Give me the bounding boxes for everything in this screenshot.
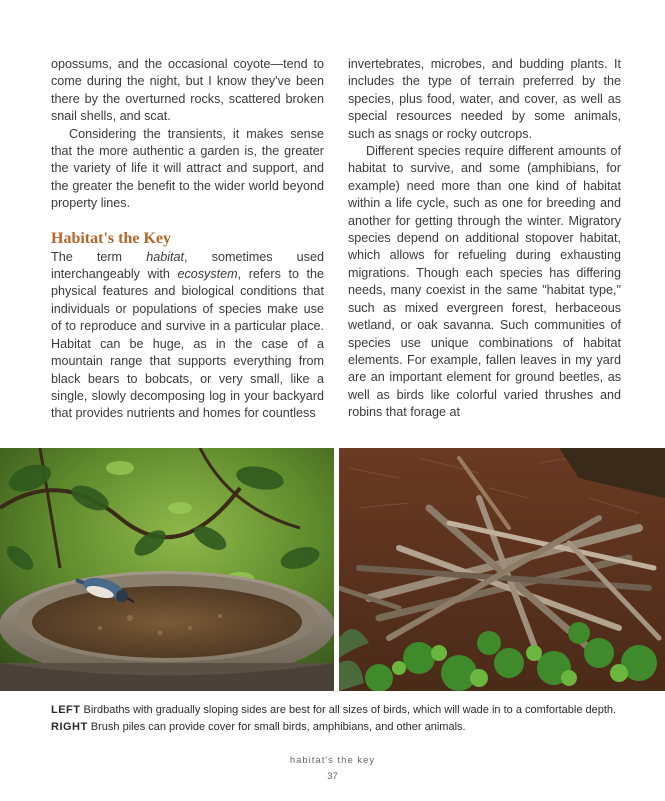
paragraph: opossums, and the occasional coyote—tend to come during the night, but I know they've been there by the overturned rocks, scattered broken snail shells, and scat.: [51, 57, 324, 124]
birdbath-photo: [0, 448, 334, 691]
paragraph: invertebrates, microbes, and budding plants. It includes the type of terrain preferred by the species, plus food, water, and cover, as well as special resources needed by some animals, such as snags or rocky outcrops.: [348, 57, 621, 141]
photo-caption: [51, 702, 621, 736]
emphasis-ecosystem: ecosystem: [177, 267, 238, 282]
brush-pile-illustration: [339, 448, 665, 691]
page-number: 37: [327, 771, 338, 782]
caption-left-text: Birdbaths with gradually sloping sides are best for all sizes of birds, which will wade in to a comfortable depth.: [80, 704, 617, 716]
emphasis-habitat: habitat: [146, 249, 184, 264]
text-run: , refers to the physical features and biological conditions that individuals or populations of species make use of to reproduce and survive in a particular place. Habitat can be huge, as in the case of a mountain range that supports everything from black bears to bobcats, or very small, like a single, slowly decomposing log in your backyard that provides nutrients and homes for countless: [51, 267, 325, 421]
text-run: The term: [51, 249, 147, 264]
caption-right-label: RIGHT: [51, 721, 88, 733]
paragraph: Different species require different amounts of habitat to survive, and some (amphibians, for example) need more than one kind of habitat within a life cycle, such as one for breeding and another for getting through the winter. Migratory species depend on additional stopover habitat, which allows for refueling during exhausting migrations. Though each species has differing needs, many coexist in the same "habitat type," such as mixed evergreen forest, herbaceous wetland, or oak savanna. Such communities of species use unique combinations of habitat elements. For example, fallen leaves in my yard are an important element for ground beetles, as well as birds like colorful varied thrushes and robins that forage at: [348, 144, 621, 420]
caption-left-label: LEFT: [51, 704, 81, 716]
brush-pile-photo: [339, 448, 665, 691]
birdbath-illustration: [0, 448, 334, 691]
paragraph: Considering the transients, it makes sense that the more authentic a garden is, the greater the variety of life it will attract and support, and the greater the benefit to the wider world beyond property lines.: [51, 126, 324, 211]
text-run: , sometimes used interchangeably with: [51, 249, 324, 282]
section-heading: Habitat's the Key: [51, 229, 171, 247]
caption-right-text: Brush piles can provide cover for small birds, amphibians, and other animals.: [87, 721, 466, 733]
right-text-column: [348, 56, 621, 422]
running-footer-title: habitat's the key: [289, 755, 376, 766]
paragraph: [51, 249, 324, 423]
left-text-column: [51, 56, 324, 423]
